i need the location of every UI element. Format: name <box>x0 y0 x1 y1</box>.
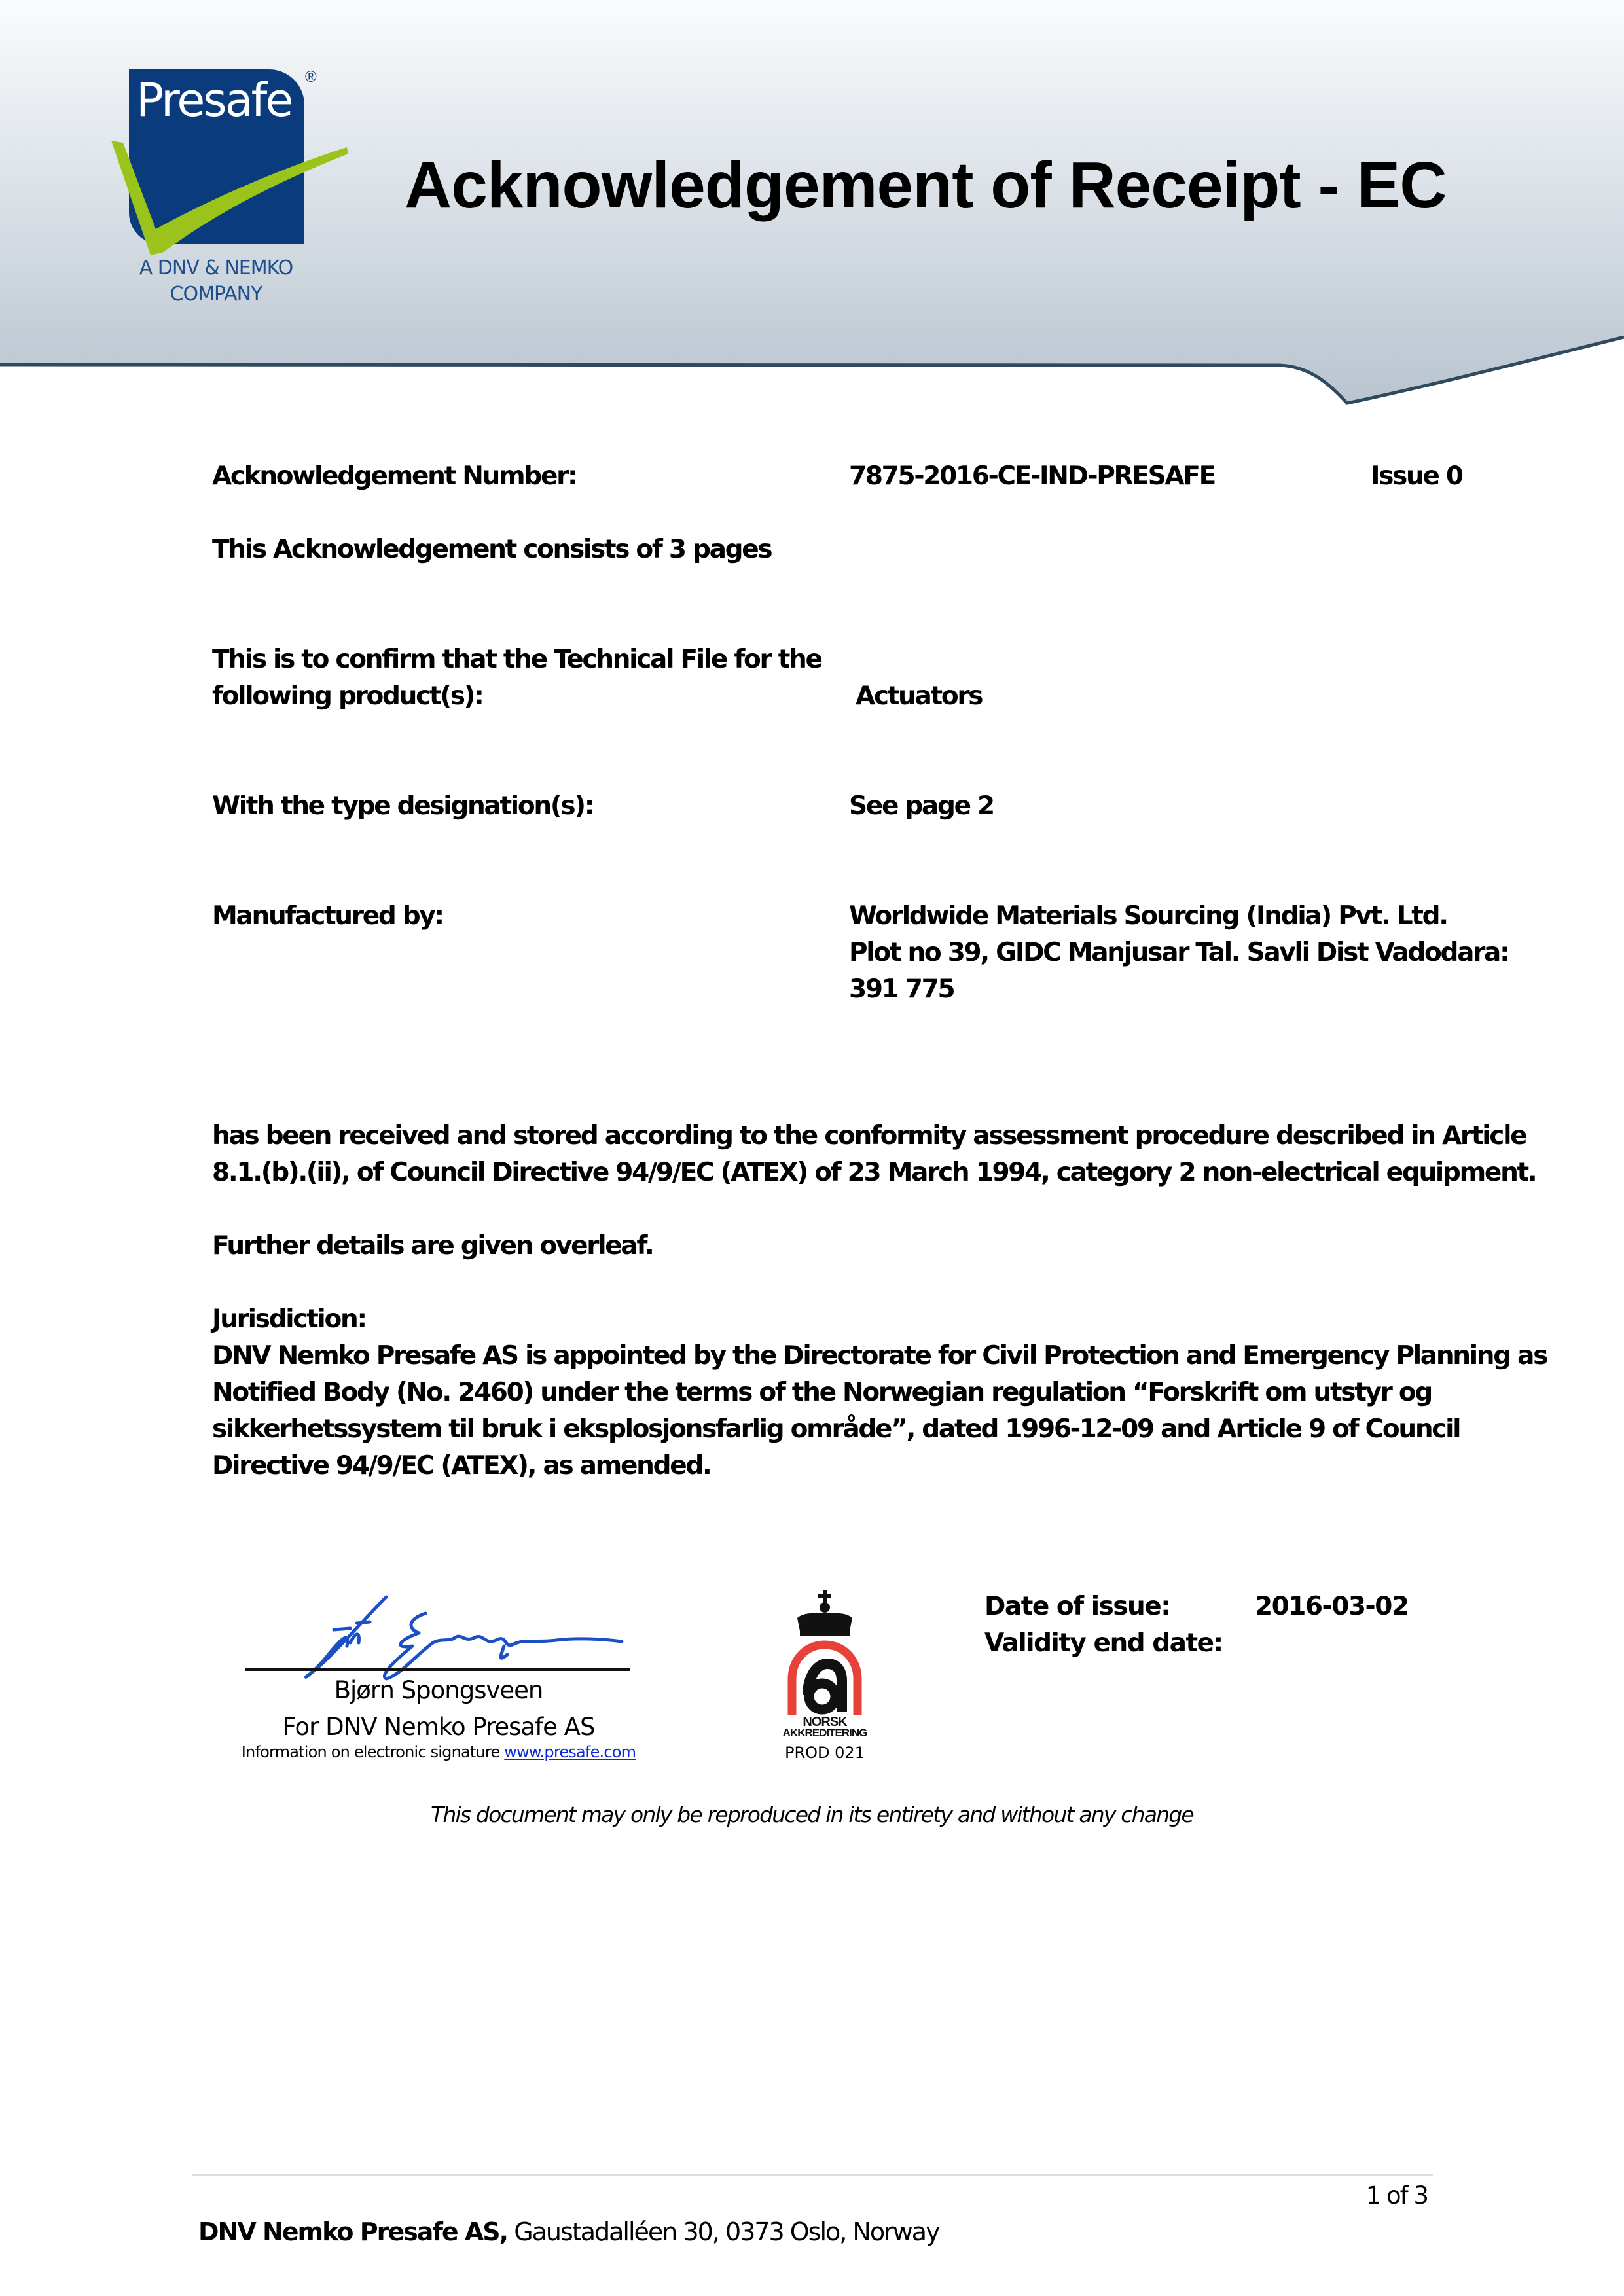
footer-company: DNV Nemko Presafe AS, <box>198 2217 508 2246</box>
type-designation-label: With the type designation(s): <box>212 791 594 821</box>
ack-number-value: 7875-2016-CE-IND-PRESAFE <box>849 461 1215 491</box>
footer-address <box>198 2217 939 2246</box>
confirm-label-line-2: following product(s): <box>212 681 483 711</box>
accreditation-code: PROD 021 <box>785 1744 865 1762</box>
jurisdiction-line-2: Notified Body (No. 2460) under the terms of the Norwegian regulation “Forskrift om utstyr og <box>212 1378 1432 1407</box>
presafe-website-link[interactable]: www.presafe.com <box>504 1743 636 1761</box>
validity-date-label: Validity end date: <box>984 1628 1223 1658</box>
checkmark-icon <box>105 131 353 262</box>
received-line-1: has been received and stored according to the conformity assessment procedure described in Article <box>212 1121 1526 1151</box>
page-number: 1 of 3 <box>1365 2181 1428 2210</box>
logo-tagline: A DNV & NEMKO COMPANY <box>139 257 293 306</box>
confirm-label-line-1: This is to confirm that the Technical File for the <box>212 645 821 674</box>
signature-line <box>245 1668 630 1671</box>
jurisdiction-line-1: DNV Nemko Presafe AS is appointed by the Directorate for Civil Protection and Emergency Planning as <box>212 1341 1547 1371</box>
product-value: Actuators <box>856 681 983 711</box>
manufacturer-postcode: 391 775 <box>849 975 954 1004</box>
footer-street: Gaustadalléen 30, 0373 Oslo, Norway <box>507 2217 939 2246</box>
e-signature-text: Information on electronic signature <box>241 1743 505 1761</box>
manufacturer-address: Plot no 39, GIDC Manjusar Tal. Savli Dist Vadodara: <box>849 938 1509 967</box>
letter-a-icon <box>808 1664 842 1712</box>
ack-number-label: Acknowledgement Number: <box>212 461 577 491</box>
e-signature-info <box>223 1743 655 1761</box>
jurisdiction-line-3: sikkerhetssystem til bruk i eksplosjonsfarlig område”, dated 1996-12-09 and Article 9 of Council <box>212 1414 1460 1444</box>
issue-number: Issue 0 <box>1371 461 1462 491</box>
type-designation-value: See page 2 <box>849 791 994 821</box>
manufacturer-name: Worldwide Materials Sourcing (India) Pvt. Ltd. <box>849 901 1447 931</box>
reproduction-note: This document may only be reproduced in its entirety and without any change <box>431 1802 1193 1827</box>
manufacturer-label: Manufactured by: <box>212 901 443 931</box>
issue-date-label: Date of issue: <box>984 1592 1170 1621</box>
document-title: Acknowledgement of Receipt - EC <box>405 149 1447 222</box>
norsk-akkreditering-logo <box>766 1590 884 1767</box>
crown-icon <box>797 1590 852 1636</box>
issue-date-value: 2016-03-02 <box>1255 1592 1409 1621</box>
accreditation-line-1: NORSK <box>803 1715 847 1729</box>
footer-divider <box>192 2174 1433 2176</box>
jurisdiction-heading: Jurisdiction: <box>212 1304 366 1334</box>
jurisdiction-line-4: Directive 94/9/EC (ATEX), as amended. <box>212 1451 711 1480</box>
logo-wordmark: Presafe <box>136 73 292 127</box>
further-details: Further details are given overleaf. <box>212 1231 653 1261</box>
registered-mark: ® <box>305 68 317 86</box>
signatory-org: For DNV Nemko Presafe AS <box>282 1713 595 1741</box>
received-line-2: 8.1.(b).(ii), of Council Directive 94/9/EC (ATEX) of 23 March 1994, category 2 non-electrical equipment. <box>212 1158 1536 1187</box>
accreditation-line-2: AKKREDITERING <box>782 1727 867 1739</box>
signatory-name: Bjørn Spongsveen <box>334 1676 543 1704</box>
signatory-block <box>223 1672 655 1746</box>
pages-note: This Acknowledgement consists of 3 pages <box>212 535 772 564</box>
